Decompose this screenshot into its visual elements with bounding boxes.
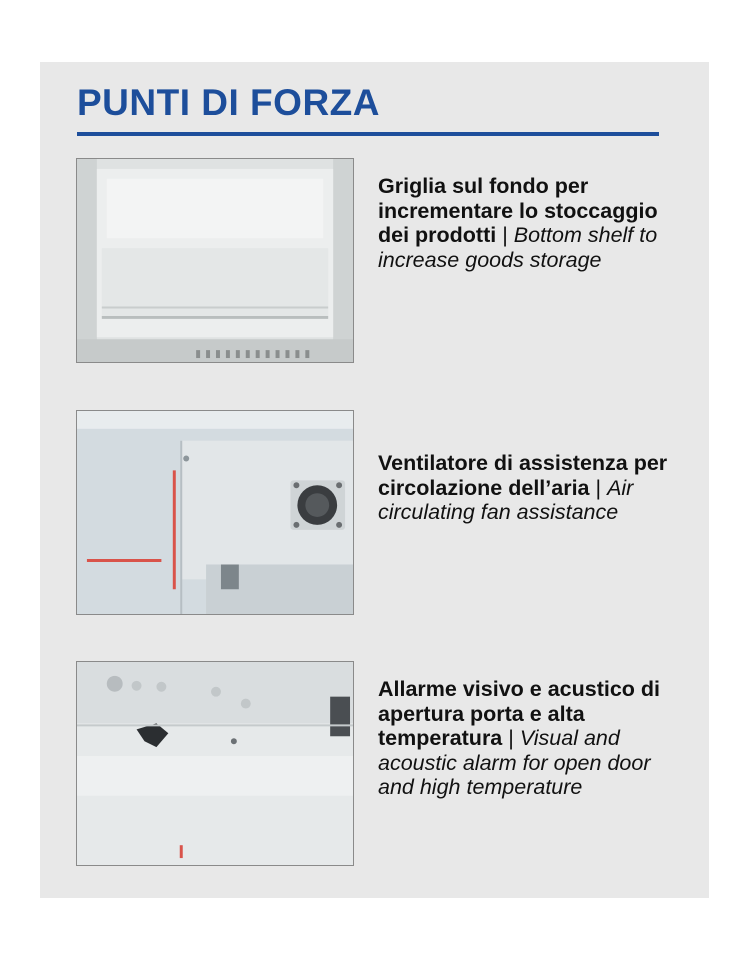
feature-label-en: Air circulating fan assistance [378, 475, 634, 524]
feature-fan [378, 451, 668, 525]
feature-label-it: Ventilatore di assistenza per circolazione dell’aria [378, 451, 668, 500]
feature-bottom-shelf [378, 174, 668, 272]
feature-separator: | [589, 475, 608, 500]
feature-separator: | [502, 726, 520, 750]
feature-label-it: Allarme visivo e acustico di apertura porta e alta temperatura [378, 677, 661, 750]
feature-separator: | [496, 223, 514, 247]
title-underline [77, 132, 659, 136]
feature-label-it: Griglia sul fondo per incrementare lo stoccaggio dei prodotti [378, 174, 658, 247]
feature-label-en: Visual and acoustic alarm for open door and high temperature [378, 726, 651, 799]
alarm-photo [76, 661, 354, 866]
fan-photo [76, 410, 354, 615]
bottom-shelf-photo [76, 158, 354, 363]
section-title: PUNTI DI FORZA [77, 82, 380, 123]
feature-label-en: Bottom shelf to increase goods storage [378, 223, 658, 272]
feature-alarm [378, 677, 668, 800]
